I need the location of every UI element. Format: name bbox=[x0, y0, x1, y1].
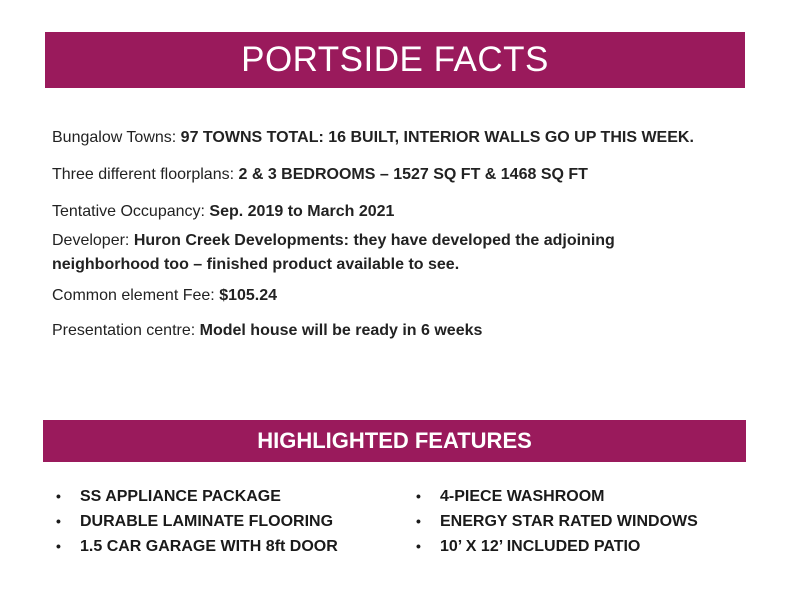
list-item bbox=[416, 534, 698, 559]
bullet-icon: • bbox=[56, 538, 61, 554]
fact-value: Huron Creek Developments: they have developed the adjoining neighborhood too – finished product available to see. bbox=[52, 232, 615, 273]
fact-bungalow-towns bbox=[52, 126, 752, 150]
bullet-icon: • bbox=[416, 538, 421, 554]
bullet-icon: • bbox=[416, 513, 421, 529]
features-list-right bbox=[416, 484, 698, 559]
bullet-icon: • bbox=[56, 513, 61, 529]
feature-text: 1.5 CAR GARAGE WITH 8ft DOOR bbox=[80, 538, 338, 555]
fact-value: 97 TOWNS TOTAL: 16 BUILT, INTERIOR WALLS GO UP THIS WEEK. bbox=[180, 129, 694, 146]
list-item bbox=[416, 484, 698, 509]
feature-text: SS APPLIANCE PACKAGE bbox=[80, 488, 281, 505]
features-heading: HIGHLIGHTED FEATURES bbox=[257, 428, 532, 453]
list-item bbox=[56, 534, 338, 559]
feature-text: 4-PIECE WASHROOM bbox=[440, 488, 605, 505]
fact-label: Developer: bbox=[52, 232, 134, 249]
features-banner bbox=[43, 420, 746, 462]
fact-value: Sep. 2019 to March 2021 bbox=[209, 203, 395, 220]
fact-value: Model house will be ready in 6 weeks bbox=[199, 322, 483, 339]
feature-text: ENERGY STAR RATED WINDOWS bbox=[440, 513, 698, 530]
fact-label: Common element Fee: bbox=[52, 287, 220, 304]
fact-developer bbox=[52, 229, 692, 277]
list-item bbox=[56, 509, 338, 534]
fact-label: Tentative Occupancy: bbox=[52, 203, 210, 220]
fact-presentation-centre bbox=[52, 319, 752, 343]
list-item bbox=[416, 509, 698, 534]
fact-occupancy bbox=[52, 200, 752, 224]
fact-label: Bungalow Towns: bbox=[52, 129, 181, 146]
fact-floorplans bbox=[52, 163, 752, 187]
page-title: PORTSIDE FACTS bbox=[241, 40, 549, 79]
fact-value: $105.24 bbox=[219, 287, 278, 304]
bullet-icon: • bbox=[416, 488, 421, 504]
bullet-icon: • bbox=[56, 488, 61, 504]
fact-label: Presentation centre: bbox=[52, 322, 200, 339]
title-banner bbox=[45, 32, 745, 88]
fact-label: Three different floorplans: bbox=[52, 166, 239, 183]
list-item bbox=[56, 484, 338, 509]
fact-common-element-fee bbox=[52, 284, 752, 308]
feature-text: DURABLE LAMINATE FLOORING bbox=[80, 513, 334, 530]
features-list-left bbox=[56, 484, 338, 559]
fact-value: 2 & 3 BEDROOMS – 1527 SQ FT & 1468 SQ FT bbox=[238, 166, 588, 183]
feature-text: 10’ X 12’ INCLUDED PATIO bbox=[440, 538, 641, 555]
